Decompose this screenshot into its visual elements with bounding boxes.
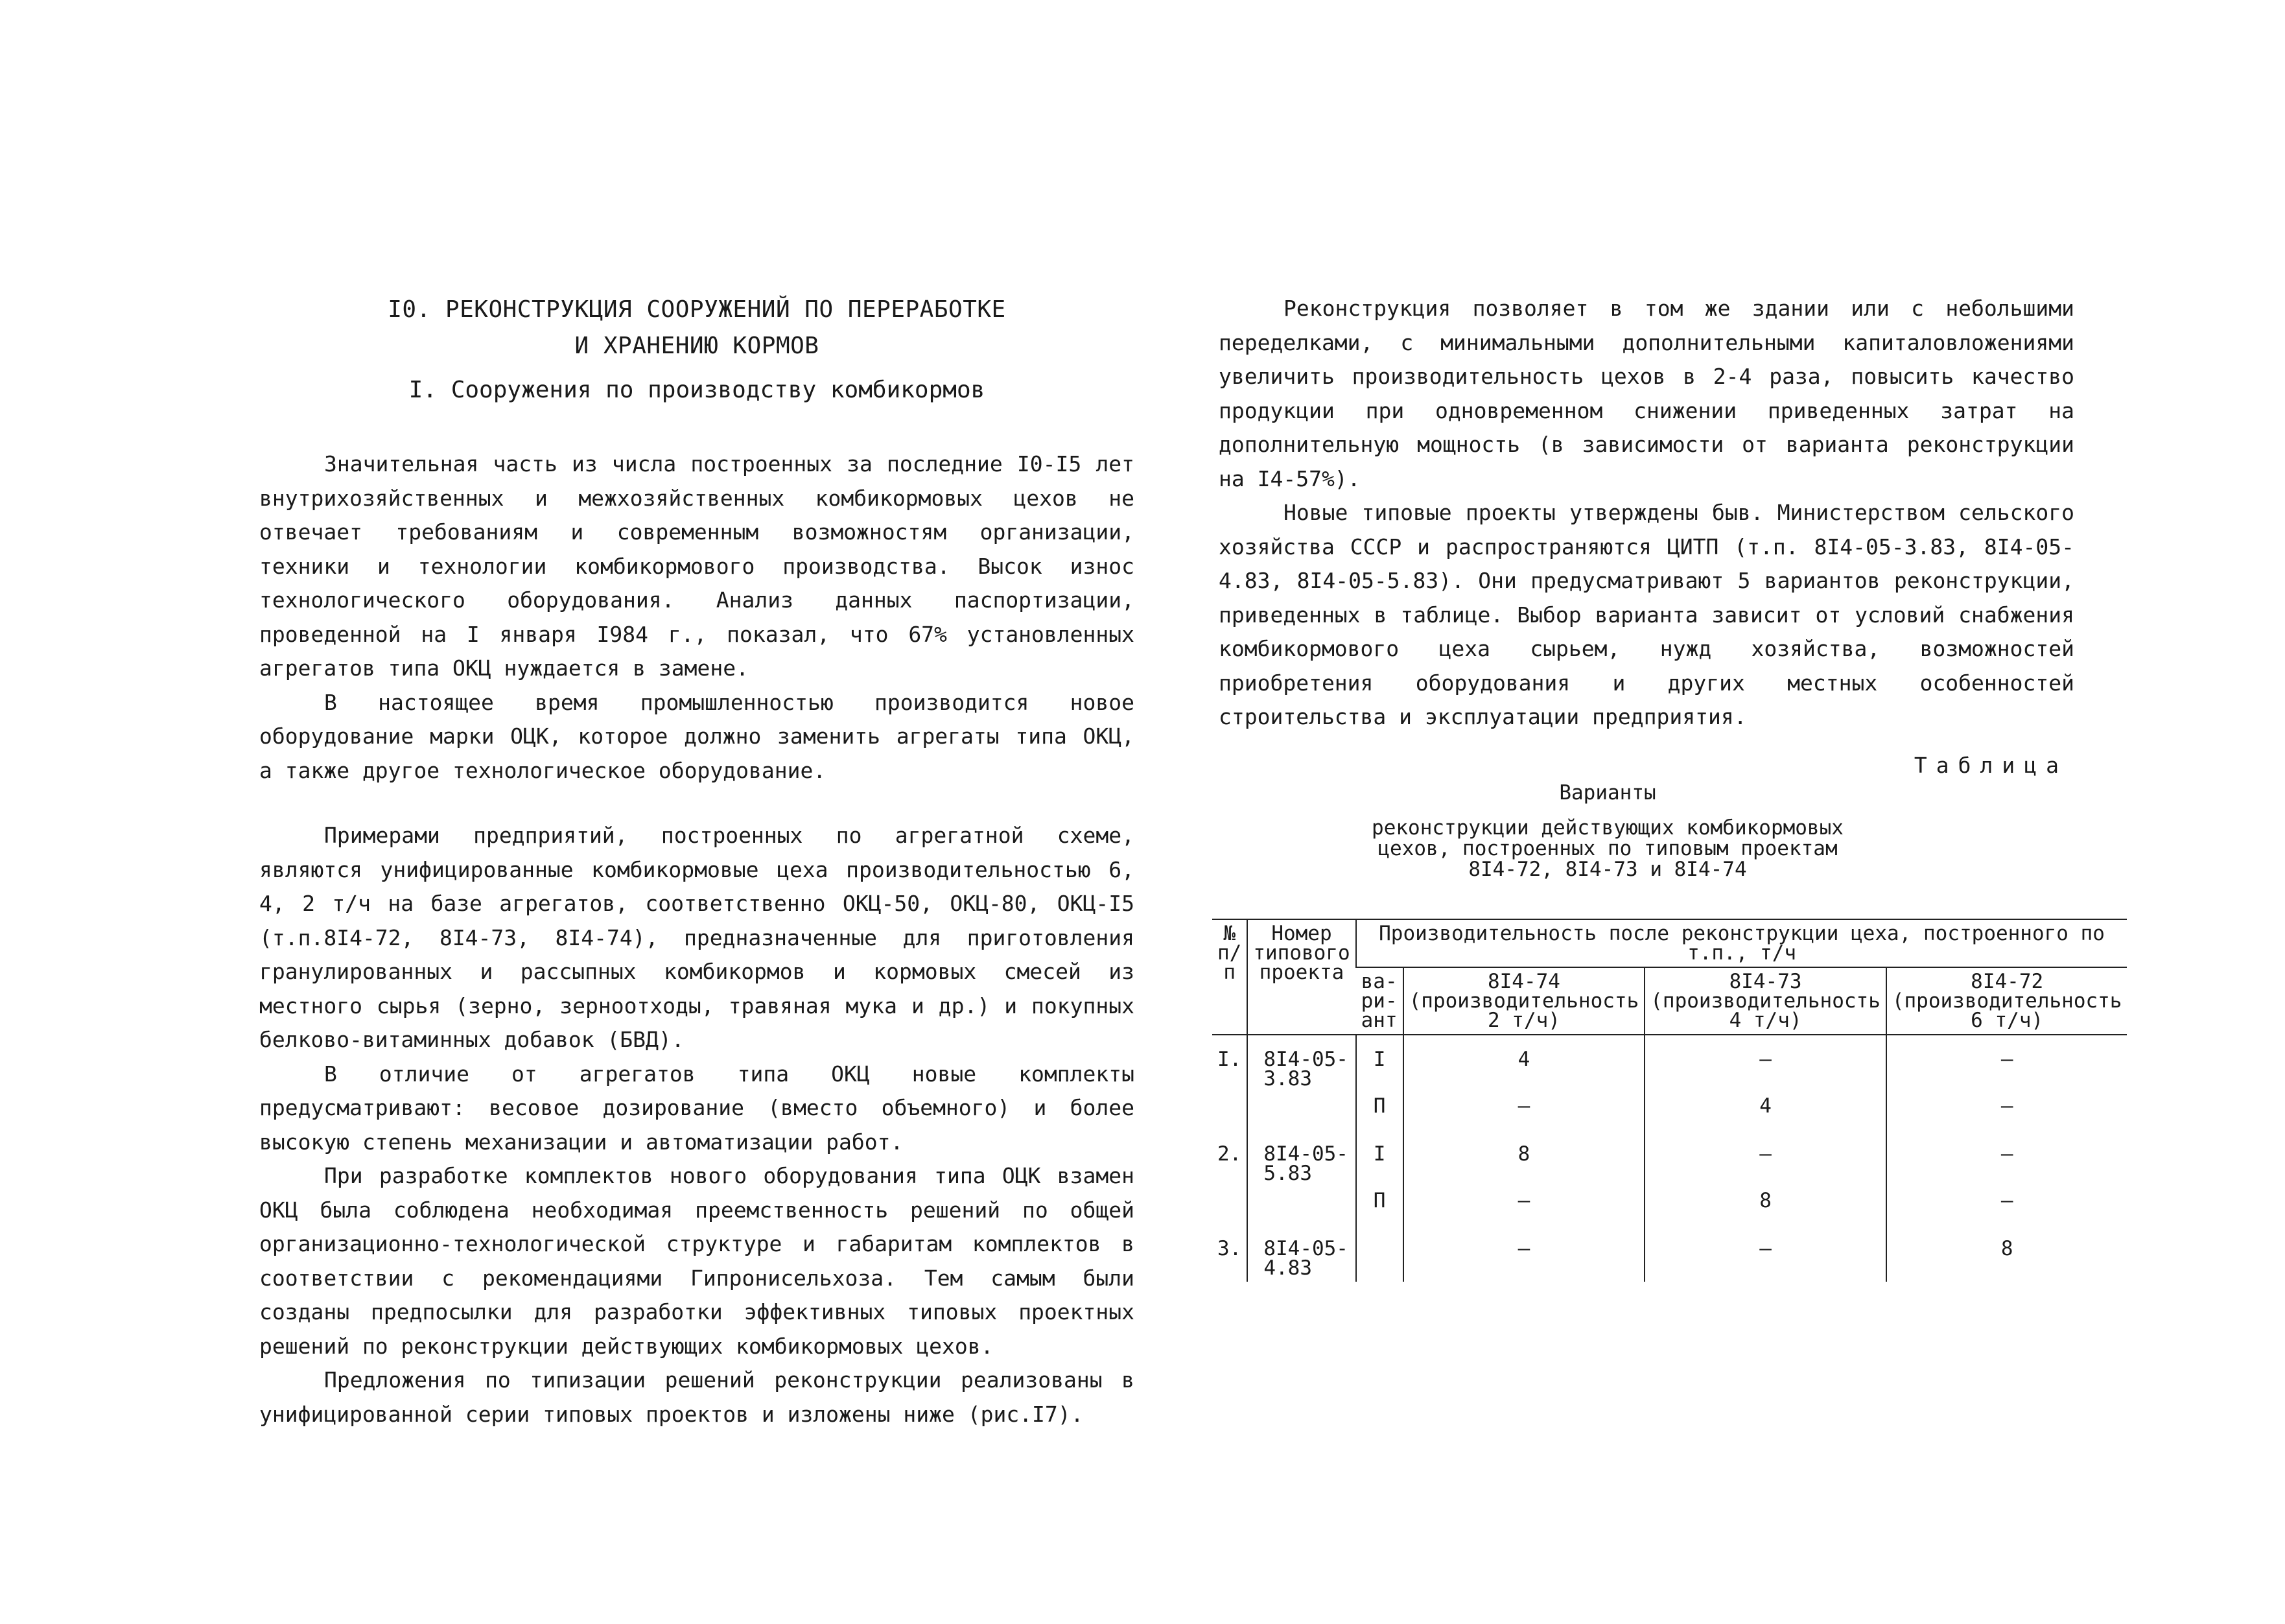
header-project: Номер типового проекта — [1247, 919, 1355, 1035]
cell-814-73: 8 — [1645, 1187, 1886, 1227]
table-caption-title: Варианты — [1559, 781, 1656, 805]
table-row — [1212, 1187, 2127, 1227]
paragraph-3: Примерами предприятий, построенных по агрегатной схеме, являются унифицированные комбикормовые цеха производительностью 6, 4, 2 т/ч на базе агрегатов, соответственно ОКЦ-50, ОКЦ-80, ОКЦ-I5 (т.п.8I4-72, 8I4-73, 8I4-74), предназначенные для приготовления гранулированных и рассыпных комбикормов и кормовых смесей из местного сырья (зерно, зерноотходы, травяная мука и др.) и покупных белково-витаминных добавок (БВД). — [259, 823, 1134, 1052]
row-variant: П — [1356, 1092, 1403, 1133]
table-caption-line: 8I4-72, 8I4-73 и 8I4-74 — [1468, 857, 1747, 881]
cell-814-74: – — [1403, 1187, 1645, 1227]
row-variant: I — [1356, 1035, 1403, 1092]
header-col-814-73: 8I4-73 (производительность 4 т/ч) — [1645, 967, 1886, 1035]
row-project — [1247, 1187, 1355, 1227]
cell-814-72: – — [1886, 1133, 2127, 1187]
cell-814-73: – — [1645, 1227, 1886, 1282]
cell-814-72: 8 — [1886, 1227, 2127, 1282]
table-label: Таблица — [1914, 752, 2068, 778]
cell-814-73: – — [1645, 1133, 1886, 1187]
table-caption-line: реконструкции действующих комбикормовых — [1372, 816, 1844, 840]
right-column — [1217, 292, 2122, 1282]
cell-814-74: – — [1403, 1092, 1645, 1133]
cell-814-72: – — [1886, 1092, 2127, 1133]
paragraph-2: В настоящее время промышленностью производится новое оборудование марки ОЦК, которое должно заменить агрегаты типа ОКЦ, а также другое технологическое оборудование. — [259, 689, 1134, 783]
paragraph-4: В отличие от агрегатов типа ОКЦ новые комплекты предусматривают: весовое дозирование (вместо объемного) и более высокую степень механизации и автоматизации работ. — [259, 1061, 1134, 1155]
paragraph-7: Реконструкция позволяет в том же здании или с небольшими переделками, с минимальными дополнительными капиталовложениями увеличить производительность цехов в 2-4 раза, повысить качество продукции при одновременном снижении приведенных затрат на дополнительную мощность (в зависимости от варианта реконструкции на I4-57%). — [1219, 296, 2074, 491]
row-number — [1212, 1092, 1247, 1133]
row-number — [1212, 1187, 1247, 1227]
section-heading: I0. РЕКОНСТРУКЦИЯ СООРУЖЕНИЙ ПО ПЕРЕРАБОТКЕ — [388, 296, 1006, 323]
row-project — [1247, 1092, 1355, 1133]
left-column — [259, 292, 1134, 1431]
row-project: 8I4-05-5.83 — [1247, 1133, 1355, 1187]
cell-814-72: – — [1886, 1187, 2127, 1227]
variants-table — [1212, 919, 2127, 1282]
subsection-heading: I. Сооружения по производству комбикормов — [408, 377, 985, 403]
cell-814-74: 8 — [1403, 1133, 1645, 1187]
table-caption — [1180, 783, 2035, 880]
row-project: 8I4-05-3.83 — [1247, 1035, 1355, 1092]
row-project: 8I4-05-4.83 — [1247, 1227, 1355, 1282]
table-row — [1212, 1035, 2127, 1092]
paragraph-1: Значительная часть из числа построенных за последние I0-I5 лет внутрихозяйственных и межхозяйственных комбикормовых цехов не отвечает требованиям и современным возможностям организации, техники и технологии комбикормового производства. Высок износ технологического оборудования. Анализ данных паспортизации, проведенной на I января I984 г., показал, что 67% установленных агрегатов типа ОКЦ нуждается в замене. — [259, 451, 1134, 681]
header-col-814-72: 8I4-72 (производительность 6 т/ч) — [1886, 967, 2127, 1035]
section-heading-line2: И ХРАНЕНИЮ КОРМОВ — [574, 333, 819, 359]
cell-814-72: – — [1886, 1035, 2127, 1092]
table-row — [1212, 1092, 2127, 1133]
row-variant: I — [1356, 1133, 1403, 1187]
row-variant — [1356, 1227, 1403, 1282]
header-num: № п/п — [1212, 919, 1247, 1035]
paragraph-8: Новые типовые проекты утверждены быв. Министерством сельского хозяйства СССР и распространяются ЦИТП (т.п. 8I4-05-3.83, 8I4-05-4.83, 8I4-05-5.83). Они предусматривают 5 вариантов реконструкции, приведенных в таблице. Выбор варианта зависит от условий снабжения комбикормового цеха сырьем, нужд хозяйства, возможностей приобретения оборудования и других местных особенностей строительства и эксплуатации предприятия. — [1219, 500, 2074, 729]
row-number: 2. — [1217, 1142, 1242, 1166]
cell-814-74: 4 — [1403, 1035, 1645, 1092]
table-caption-line: цехов, построенных по типовым проектам — [1377, 836, 1838, 860]
row-variant: П — [1356, 1187, 1403, 1227]
table-row — [1212, 1227, 2127, 1282]
header-col-814-74: 8I4-74 (производительность 2 т/ч) — [1403, 967, 1645, 1035]
cell-814-73: – — [1645, 1035, 1886, 1092]
table-row — [1212, 1133, 2127, 1187]
cell-814-74: – — [1403, 1227, 1645, 1282]
row-number: I. — [1217, 1047, 1242, 1071]
cell-814-73: 4 — [1645, 1092, 1886, 1133]
row-number: 3. — [1217, 1236, 1242, 1260]
header-capacity-group: Производительность после реконструкции цеха, построенного по т.п., т/ч — [1356, 919, 2127, 967]
paragraph-5: При разработке комплектов нового оборудования типа ОЦК взамен ОКЦ была соблюдена необходимая преемственность решений по общей организационно-технологической структуре и габаритам комплектов в соответствии с рекомендациями Гипронисельхоза. Тем самым были созданы предпосылки для разработки эффективных типовых проектных решений по реконструкции действующих комбикормовых цехов. — [259, 1163, 1134, 1359]
header-variant: ва- ри- ант — [1356, 967, 1403, 1035]
paragraph-6: Предложения по типизации решений реконструкции реализованы в унифицированной серии типовых проектов и изложены ниже (рис.I7). — [259, 1367, 1134, 1427]
